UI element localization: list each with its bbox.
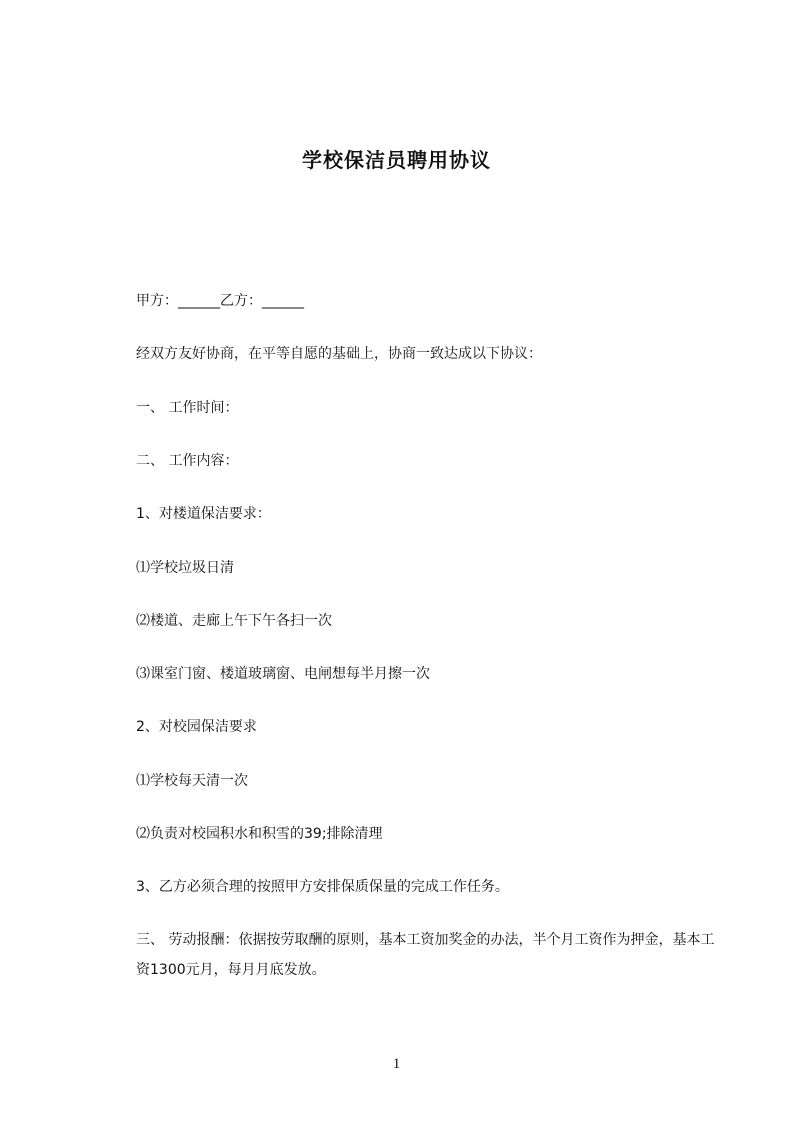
item-campus-2: ⑵负责对校园积水和积雪的39;排除清理 (136, 826, 383, 842)
item-corridor-cleaning: 1、对楼道保洁要求： (136, 506, 271, 522)
item-task-completion: 3、乙方必须合理的按照甲方安排保质保量的完成工作任务。 (136, 879, 509, 895)
item-corridor-3: ⑶课室门窗、楼道玻璃窗、电闸想每半月擦一次 (136, 666, 430, 682)
item-campus-1: ⑴学校每天清一次 (136, 773, 248, 789)
section-work-content: 二、 工作内容： (136, 453, 239, 469)
section-remuneration: 三、 劳动报酬：依据按劳取酬的原则，基本工资加奖金的办法，半个月工资作为押金，基本工资1300元月，每月月底发放。 (136, 932, 715, 978)
document-title: 学校保洁员聘用协议 (302, 148, 491, 172)
item-campus-cleaning: 2、对校园保洁要求 (136, 719, 257, 735)
section-work-time: 一、 工作时间： (136, 400, 239, 416)
item-corridor-1: ⑴学校垃圾日清 (136, 560, 234, 576)
intro-paragraph: 经双方友好协商，在平等自愿的基础上，协商一致达成以下协议： (136, 346, 542, 362)
parties-line: 甲方：______乙方：______ (136, 293, 304, 309)
item-corridor-2: ⑵楼道、走廊上午下午各扫一次 (136, 613, 332, 629)
page-number: 1 (392, 1056, 401, 1072)
